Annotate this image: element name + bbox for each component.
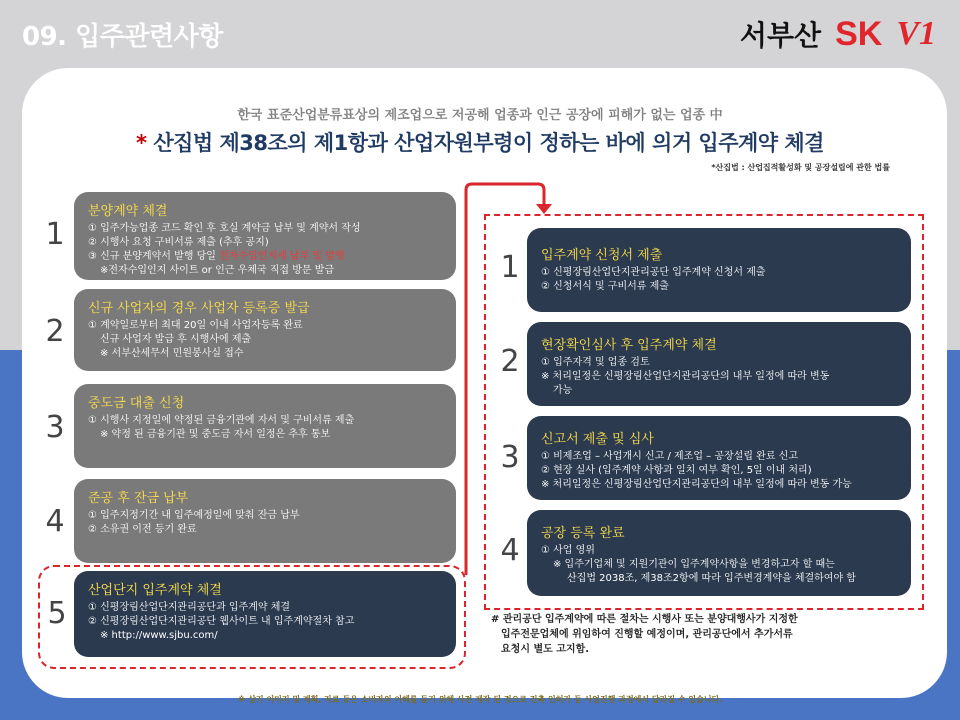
right-step-number: 3 (500, 440, 520, 475)
right-step-line: 산집법 2038조, 제38조2항에 따라 입주변경계약을 체결하여야 함 (567, 573, 856, 584)
intro-heading (0, 127, 960, 157)
right-step-title: 신고서 제출 및 심사 (541, 432, 654, 447)
left-step-5-box (74, 571, 456, 657)
brand-sk-logo: SK (835, 14, 883, 53)
left-step-line: 신규 사업자 발급 후 시행사에 제출 (100, 334, 252, 345)
left-step-number: 4 (45, 504, 65, 539)
left-step-line: ② 시행사 요청 구비서류 제출 (추후 공지) (88, 237, 269, 248)
agency-note (491, 612, 911, 657)
right-step-title: 공장 등록 완료 (541, 526, 625, 541)
left-step-4-box (74, 479, 456, 563)
left-step-line: ① 입주가능업종 코드 확인 후 호실 계약금 납부 및 계약서 작성 (88, 223, 361, 234)
right-step-number: 2 (500, 344, 520, 379)
right-step-line: ※ 입주기업체 및 지원기관이 입주계약사항을 변경하고자 할 때는 (553, 559, 835, 570)
right-step-line: ② 신청서식 및 구비서류 제출 (541, 281, 669, 292)
agency-note-line: 입주전문업체에 위임하여 진행할 예정이며, 관리공단에서 추가서류 (501, 629, 793, 640)
right-step-line: ② 현장 실사 (입주계약 사항과 일치 여부 확인, 5일 이내 처리) (541, 465, 812, 476)
right-step-line: ① 입주자격 및 업종 검토 (541, 357, 650, 368)
brand-place: 서부산 (739, 19, 822, 52)
left-step-line: ① 시행사 지정일에 약정된 금융기관에 자서 및 구비서류 제출 (88, 415, 355, 426)
left-step-title: 분양계약 체결 (88, 204, 168, 219)
left-step-line: ② 신평장림산업단지관리공단 웹사이트 내 입주계약절차 참고 (88, 616, 355, 627)
left-step-line: ① 입주지정기간 내 입주예정일에 맞춰 잔금 납부 (88, 510, 300, 521)
right-step-1-box (527, 228, 911, 312)
stamp-tax-highlight: 전자수입인지세 납부 및 발행 (219, 251, 345, 262)
agency-note-line: # 관리공단 입주계약에 따른 절차는 시행사 또는 분양대행사가 지정한 (491, 614, 798, 625)
left-step-1-box (74, 192, 456, 280)
left-step-title: 신규 사업자의 경우 사업자 등록증 발급 (88, 301, 310, 316)
right-step-line: ① 비제조업 – 사업개시 신고 / 제조업 – 공장설립 완료 신고 (541, 451, 798, 462)
left-step-title: 준공 후 잔금 납부 (88, 491, 189, 506)
left-step-line: ① 신평장림산업단지관리공단과 입주계약 체결 (88, 602, 291, 613)
right-step-line: 가능 (553, 385, 573, 396)
left-step-title: 중도금 대출 신청 (88, 396, 185, 411)
intro-heading-text: 산집법 제38조의 제1항과 산업자원부령이 정하는 바에 의거 입주계약 체결 (153, 131, 824, 155)
left-step-line: ① 계약일로부터 최대 20일 이내 사업자등록 완료 (88, 320, 303, 331)
right-step-number: 1 (500, 250, 520, 285)
left-step-number: 5 (47, 596, 67, 631)
left-step-line: ※ 약정 된 금융기관 및 중도금 자서 일정은 추후 통보 (100, 429, 331, 440)
right-step-line: ① 사업 영위 (541, 545, 595, 556)
right-step-4-box (527, 510, 911, 596)
brand-v1-logo: V1 (896, 15, 936, 52)
right-step-title: 입주계약 신청서 제출 (541, 248, 663, 263)
right-step-line: ※ 처리일정은 신평장림산업단지관리공단의 내부 일정에 따라 변동 (541, 371, 830, 382)
left-step-3-box (74, 384, 456, 468)
brand-logo (740, 14, 936, 54)
law-footnote: *산집법 : 산업집적활성화 및 공장설립에 관한 법률 (711, 163, 890, 172)
right-step-line: ① 신평장림산업단지관리공단 입주계약 신청서 제출 (541, 267, 766, 278)
left-step-number: 2 (45, 314, 65, 349)
asterisk-mark: * (136, 131, 147, 155)
left-step-line-text: ③ 신규 분양계약서 발행 당일 (88, 251, 220, 262)
page-title: 09. 입주관련사항 (22, 22, 223, 52)
left-step-line: ② 소유권 이전 등기 완료 (88, 524, 197, 535)
right-step-title: 현장확인심사 후 입주계약 체결 (541, 338, 717, 353)
disclaimer-footer: ※ 상기 이미지 및 계획, 자료 등은 소비자의 이해를 돕기 위해 사전 제작 된 것으로 건축 인허가 등 사업진행 과정에서 달라질 수 있습니다. (237, 695, 723, 704)
sjbu-website-link[interactable]: ※ http://www.sjbu.com/ (100, 630, 218, 641)
left-step-2-box (74, 289, 456, 371)
right-step-2-box (527, 322, 911, 406)
intro-subtitle: 한국 표준산업분류표상의 제조업으로 저공해 업종과 인근 공장에 피해가 없는 업종 中 (237, 108, 723, 123)
left-step-line: ※전자수입인지 사이트 or 인근 우체국 직접 방문 발급 (100, 265, 335, 276)
right-step-3-box (527, 416, 911, 500)
left-step-title: 산업단지 입주계약 체결 (88, 583, 222, 598)
left-step-number: 3 (45, 410, 65, 445)
left-step-number: 1 (45, 217, 65, 252)
right-step-line: ※ 처리일정은 신평장림산업단지관리공단의 내부 일정에 따라 변동 가능 (541, 479, 852, 490)
right-step-number: 4 (500, 533, 520, 568)
left-step-line (88, 250, 442, 264)
left-step-line: ※ 서부산세무서 민원봉사실 접수 (100, 348, 244, 359)
agency-note-line: 요청시 별도 고지함. (501, 644, 590, 655)
